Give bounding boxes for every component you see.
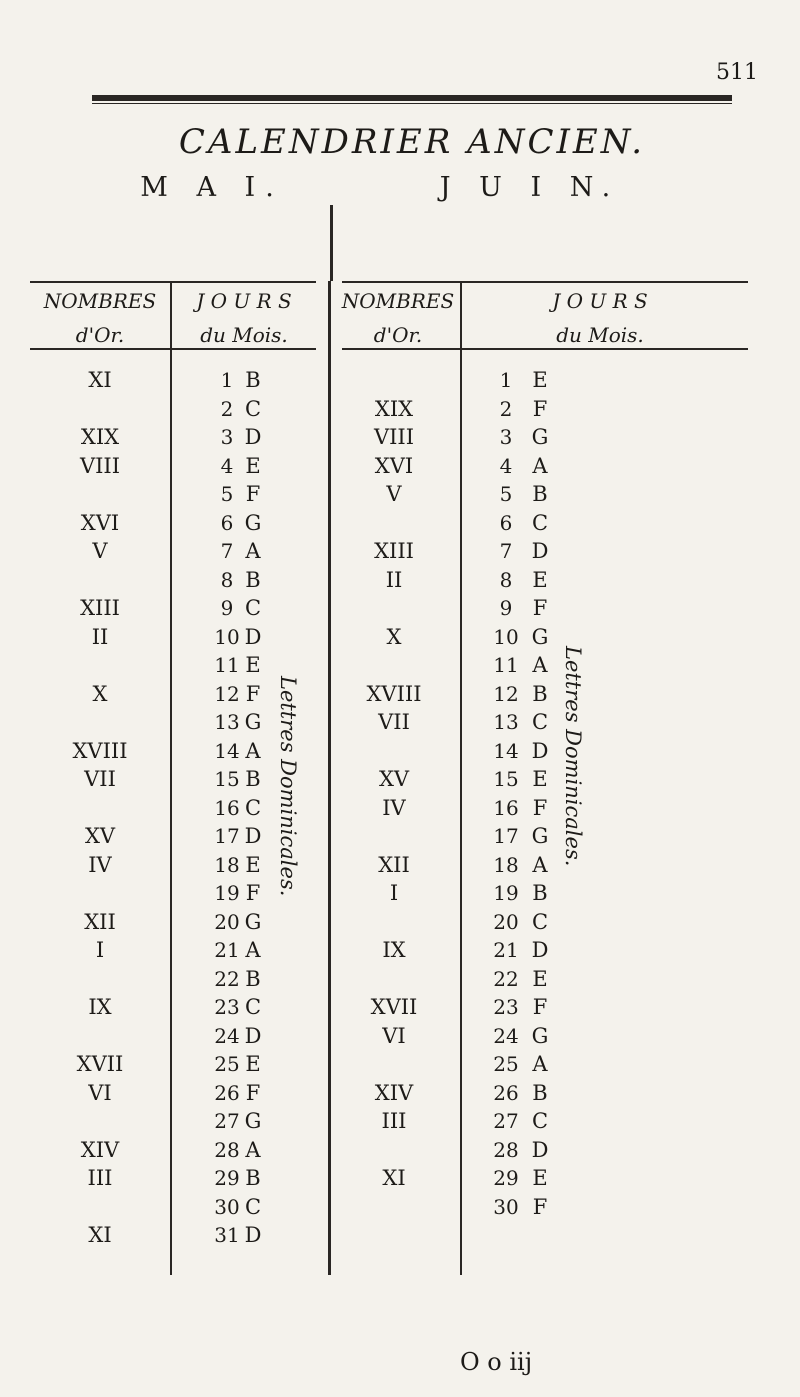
- header-jours-line2: du Mois.: [200, 323, 288, 347]
- juin-day-number: 23: [493, 995, 519, 1019]
- juin-dominical-letter: A: [532, 653, 548, 677]
- juin-golden-number: VIII: [373, 425, 415, 449]
- juin-day-number: 20: [493, 909, 519, 934]
- juin-dominical-letter: B: [532, 1080, 548, 1105]
- header-nombres-juin: [336, 284, 460, 352]
- top-rule: [92, 95, 732, 101]
- month-mai: M A I.: [140, 172, 284, 203]
- mai-dominical-letter: A: [245, 1137, 261, 1162]
- juin-golden-number: III: [381, 1109, 407, 1133]
- juin-golden-number: XV: [378, 767, 410, 791]
- juin-dominical-letter: A: [532, 1052, 548, 1076]
- mai-day-number: 1: [220, 368, 234, 392]
- juin-day-number: 2: [499, 396, 513, 421]
- juin-dominical-letter: D: [531, 738, 549, 763]
- mai-golden-number: XVII: [76, 1052, 124, 1076]
- header-jours-mai: [172, 284, 316, 352]
- mai-dominical-letter: F: [245, 482, 261, 506]
- header-jours-line1: J O U R S: [552, 289, 648, 313]
- juin-dominical-letter: E: [532, 767, 548, 791]
- juin-dominical-letter: A: [532, 852, 548, 877]
- sidebar-label-juin: Lettres Dominicales.: [561, 646, 585, 867]
- juin-day-number: 18: [493, 852, 519, 877]
- juin-day-number: 6: [499, 510, 513, 535]
- mai-golden-number: VI: [88, 1080, 112, 1105]
- juin-day-number: 16: [493, 795, 519, 820]
- juin-day-number: 9: [499, 596, 513, 620]
- mai-day-number: 25: [214, 1052, 240, 1076]
- juin-day-number: 25: [493, 1052, 519, 1076]
- mai-day-number: 9: [220, 596, 234, 620]
- top-rule-thin: [92, 103, 732, 104]
- juin-dominical-letter: C: [531, 710, 549, 734]
- juin-golden-number: II: [385, 567, 403, 592]
- mai-dominical-letter: D: [244, 624, 262, 649]
- mai-dominical-letter: B: [245, 1166, 261, 1190]
- mai-day-number: 17: [214, 824, 240, 848]
- mai-dominical-letter: B: [245, 567, 261, 592]
- mai-golden-number: XII: [84, 909, 116, 934]
- mai-dominical-letter: F: [245, 1080, 261, 1105]
- mai-dominical-letter: B: [245, 368, 261, 392]
- juin-dominical-letter: E: [532, 1166, 548, 1190]
- header-rule-mai: [30, 281, 316, 283]
- mai-day-number: 8: [220, 567, 234, 592]
- juin-day-number: 19: [493, 881, 519, 905]
- mai-day-number: 22: [214, 966, 240, 991]
- juin-dominical-letter: E: [532, 368, 548, 392]
- mai-dominical-letter: G: [244, 1109, 262, 1133]
- page-title: CALENDRIER ANCIEN.: [178, 122, 646, 162]
- juin-dominical-letter: G: [531, 624, 549, 649]
- juin-dominical-letter: B: [532, 482, 548, 506]
- mai-day-number: 2: [220, 396, 234, 421]
- mai-dominical-letter: F: [245, 681, 261, 706]
- mai-dominical-letter: C: [244, 596, 262, 620]
- signature-mark: O o iij: [460, 1348, 533, 1376]
- column-line: [170, 350, 172, 1275]
- column-line: [170, 281, 172, 348]
- juin-day-number: 21: [493, 938, 519, 962]
- juin-golden-number: XI: [382, 1166, 406, 1190]
- mai-day-number: 27: [214, 1109, 240, 1133]
- juin-dominical-letter: F: [532, 1194, 548, 1219]
- mai-dominical-letter: F: [245, 881, 261, 905]
- mai-dominical-letter: G: [244, 909, 262, 934]
- juin-day-number: 27: [493, 1109, 519, 1133]
- juin-dominical-letter: G: [531, 1023, 549, 1048]
- mai-dominical-letter: E: [245, 653, 261, 677]
- juin-day-number: 5: [499, 482, 513, 506]
- juin-day-number: 26: [493, 1080, 519, 1105]
- juin-dominical-letter: G: [531, 425, 549, 449]
- juin-golden-number: IX: [382, 938, 406, 962]
- mai-golden-number: IV: [88, 852, 112, 877]
- column-line: [460, 281, 462, 348]
- mai-day-number: 15: [214, 767, 240, 791]
- mai-day-number: 10: [214, 624, 240, 649]
- mai-day-number: 28: [214, 1137, 240, 1162]
- mai-dominical-letter: G: [244, 510, 262, 535]
- juin-day-number: 11: [493, 653, 519, 677]
- juin-golden-number: X: [386, 624, 402, 649]
- juin-golden-number: IV: [382, 795, 406, 820]
- juin-dominical-letter: B: [532, 681, 548, 706]
- mai-day-number: 12: [214, 681, 240, 706]
- mai-golden-number: XVIII: [72, 738, 128, 763]
- mai-dominical-letter: A: [245, 539, 261, 563]
- juin-golden-number: XIX: [374, 396, 414, 421]
- juin-day-number: 12: [493, 681, 519, 706]
- mai-day-number: 18: [214, 852, 240, 877]
- header-rule-juin: [342, 281, 748, 283]
- mai-dominical-letter: A: [245, 738, 261, 763]
- mai-golden-number: V: [92, 539, 108, 563]
- mai-golden-number: X: [92, 681, 108, 706]
- mai-day-number: 24: [214, 1023, 240, 1048]
- mai-day-number: 7: [220, 539, 234, 563]
- mai-day-number: 23: [214, 995, 240, 1019]
- juin-dominical-letter: G: [531, 824, 549, 848]
- header-jours-line2: du Mois.: [556, 323, 644, 347]
- mai-golden-number: VIII: [79, 453, 121, 478]
- mai-day-number: 29: [214, 1166, 240, 1190]
- mai-dominical-letter: B: [245, 966, 261, 991]
- mai-dominical-letter: C: [244, 396, 262, 421]
- juin-dominical-letter: C: [531, 1109, 549, 1133]
- mai-golden-number: I: [95, 938, 105, 962]
- juin-golden-number: XVI: [374, 453, 414, 478]
- juin-golden-number: XIV: [374, 1080, 414, 1105]
- juin-day-number: 8: [499, 567, 513, 592]
- juin-golden-number: V: [386, 482, 402, 506]
- mai-day-number: 20: [214, 909, 240, 934]
- juin-day-number: 1: [499, 368, 513, 392]
- juin-golden-number: XII: [378, 852, 410, 877]
- mai-day-number: 5: [220, 482, 234, 506]
- mai-dominical-letter: C: [244, 995, 262, 1019]
- juin-dominical-letter: E: [532, 567, 548, 592]
- juin-day-number: 14: [493, 738, 519, 763]
- juin-day-number: 17: [493, 824, 519, 848]
- mai-golden-number: VII: [84, 767, 116, 791]
- juin-dominical-letter: D: [531, 938, 549, 962]
- mai-dominical-letter: D: [244, 1223, 262, 1247]
- sidebar-label-mai: Lettres Dominicales.: [276, 676, 300, 897]
- juin-dominical-letter: E: [532, 966, 548, 991]
- mai-day-number: 13: [214, 710, 240, 734]
- juin-day-number: 13: [493, 710, 519, 734]
- mai-day-number: 19: [214, 881, 240, 905]
- mai-golden-number: XIV: [80, 1137, 120, 1162]
- mai-day-number: 16: [214, 795, 240, 820]
- mai-golden-number: XVI: [80, 510, 120, 535]
- mai-day-number: 4: [220, 453, 234, 478]
- month-divider: [330, 205, 333, 281]
- mai-golden-number: XV: [84, 824, 116, 848]
- juin-dominical-letter: B: [532, 881, 548, 905]
- juin-day-number: 10: [493, 624, 519, 649]
- header-nombres-line2: d'Or.: [373, 323, 423, 347]
- mai-day-number: 6: [220, 510, 234, 535]
- mai-dominical-letter: G: [244, 710, 262, 734]
- mai-golden-number: XIII: [80, 596, 120, 620]
- juin-day-number: 3: [499, 425, 513, 449]
- mai-dominical-letter: C: [244, 1194, 262, 1219]
- juin-dominical-letter: F: [532, 795, 548, 820]
- mai-golden-number: II: [91, 624, 109, 649]
- juin-dominical-letter: C: [531, 510, 549, 535]
- mai-dominical-letter: D: [244, 1023, 262, 1048]
- mai-dominical-letter: A: [245, 938, 261, 962]
- juin-golden-number: XVII: [370, 995, 418, 1019]
- mai-golden-number: XI: [88, 368, 112, 392]
- mai-golden-number: IX: [88, 995, 112, 1019]
- header-jours-juin: [462, 284, 738, 352]
- juin-dominical-letter: C: [531, 909, 549, 934]
- mai-golden-number: III: [87, 1166, 113, 1190]
- header-jours-line1: J O U R S: [196, 289, 292, 313]
- juin-day-number: 28: [493, 1137, 519, 1162]
- mai-dominical-letter: D: [244, 824, 262, 848]
- mai-day-number: 3: [220, 425, 234, 449]
- mai-dominical-letter: E: [245, 852, 261, 877]
- mai-golden-number: XIX: [80, 425, 120, 449]
- juin-day-number: 29: [493, 1166, 519, 1190]
- mai-day-number: 14: [214, 738, 240, 763]
- mai-dominical-letter: E: [245, 453, 261, 478]
- mai-golden-number: XI: [88, 1223, 112, 1247]
- mai-dominical-letter: B: [245, 767, 261, 791]
- header-nombres-line1: NOMBRES: [43, 289, 157, 313]
- mai-day-number: 21: [214, 938, 240, 962]
- juin-day-number: 24: [493, 1023, 519, 1048]
- mai-dominical-letter: C: [244, 795, 262, 820]
- juin-day-number: 7: [499, 539, 513, 563]
- juin-dominical-letter: F: [532, 995, 548, 1019]
- page-number: 511: [716, 60, 758, 85]
- mai-dominical-letter: D: [244, 425, 262, 449]
- header-nombres-line1: NOMBRES: [341, 289, 455, 313]
- juin-dominical-letter: F: [532, 396, 548, 421]
- juin-dominical-letter: F: [532, 596, 548, 620]
- mai-day-number: 30: [214, 1194, 240, 1219]
- month-juin: J U I N.: [439, 172, 621, 203]
- juin-golden-number: I: [389, 881, 399, 905]
- juin-golden-number: VII: [378, 710, 410, 734]
- juin-dominical-letter: D: [531, 1137, 549, 1162]
- juin-dominical-letter: D: [531, 539, 549, 563]
- juin-golden-number: VI: [382, 1023, 406, 1048]
- juin-dominical-letter: A: [532, 453, 548, 478]
- mai-day-number: 11: [214, 653, 240, 677]
- juin-day-number: 30: [493, 1194, 519, 1219]
- juin-golden-number: XIII: [374, 539, 414, 563]
- header-nombres-line2: d'Or.: [75, 323, 125, 347]
- juin-golden-number: XVIII: [366, 681, 422, 706]
- juin-day-number: 22: [493, 966, 519, 991]
- mai-day-number: 26: [214, 1080, 240, 1105]
- juin-day-number: 4: [499, 453, 513, 478]
- juin-day-number: 15: [493, 767, 519, 791]
- mai-dominical-letter: E: [245, 1052, 261, 1076]
- header-nombres-mai: [30, 284, 170, 352]
- mai-day-number: 31: [214, 1223, 240, 1247]
